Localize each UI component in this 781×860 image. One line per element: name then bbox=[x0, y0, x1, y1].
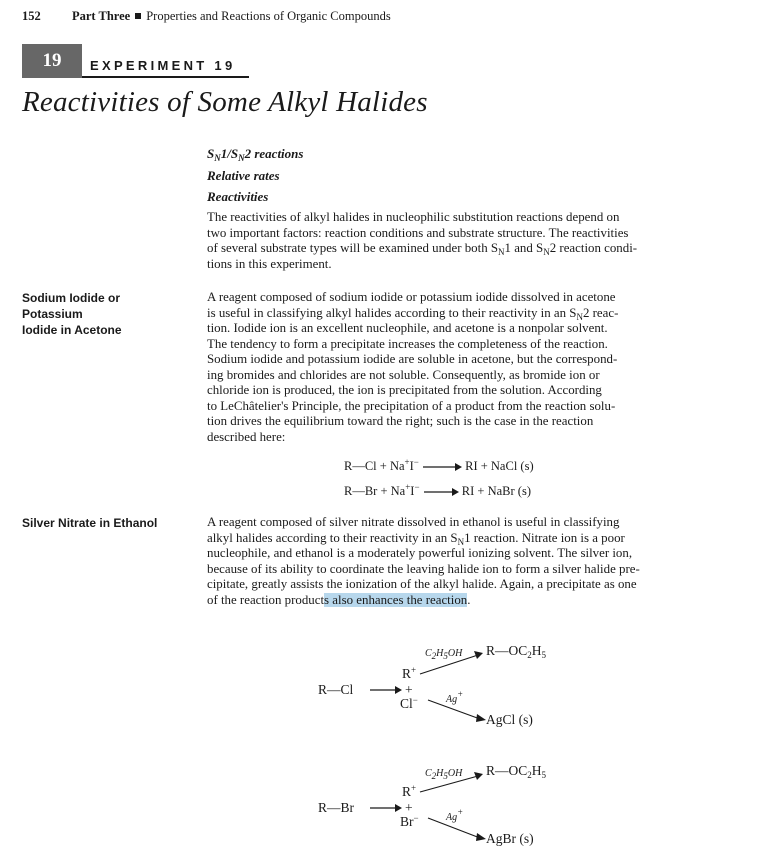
experiment-label: EXPERIMENT 19 bbox=[90, 58, 236, 73]
intro-paragraph: The reactivities of alkyl halides in nucleophilic substitution reactions depend on two important factors: reaction conditions and substrate structure. The reactivities of several substrate types will be examined under both $S_N1$ and $S_N2$ reaction condi- tions in this experiment. bbox=[207, 210, 638, 271]
ethanol-label: $C_2H_5OH$ bbox=[425, 648, 463, 661]
silver-chloride-product: AgCl (s) bbox=[486, 712, 533, 727]
carbocation: R+ bbox=[402, 665, 417, 681]
text-highlight: s also enhances the reaction bbox=[324, 592, 468, 607]
keyword-list bbox=[207, 143, 303, 208]
sodium-iodide-paragraph: A reagent composed of sodium iodide or potassium iodide dissolved in acetone is useful in classifying alkyl halides according to their reactivity in an $S_N2$ reac- tion. Iodide ion is an excellent nucleophile, and acetone is a nonpolar solvent. The tendency to form a precipitate increases the completeness of the reaction. Sodium iodide and potassium iodide are soluble in acetone, but the correspond- ing bromides and chlorides are not soluble. Consequently, as bromide ion or chloride ion is produced, the ion is precipitated from the solution. According to LeChâtelier's Principle, the precipitation of a product from the reaction solu- tion drives the equilibrium toward the right; such is the case in the reaction described here: bbox=[207, 290, 619, 444]
divider bbox=[82, 76, 249, 78]
plus-sign: + bbox=[405, 682, 413, 697]
silver-ion-label: Ag+ bbox=[446, 689, 464, 705]
reaction-arrow-icon bbox=[423, 487, 459, 497]
equation-chloride: R—Cl + Na+I− RI + NaCl (s) bbox=[344, 457, 534, 473]
chapter-badge: 19 bbox=[22, 44, 82, 78]
reactant-alkyl-bromide: R—Br bbox=[318, 800, 355, 815]
reactant-alkyl-chloride: R—Cl bbox=[318, 682, 354, 697]
plus-sign: + bbox=[405, 800, 413, 815]
sidebar-heading-silver-nitrate: Silver Nitrate in Ethanol bbox=[22, 516, 158, 530]
sidebar-heading-sodium-iodide: Sodium Iodide or Potassium Iodide in Acetone bbox=[22, 291, 122, 337]
bromide-ion: Br− bbox=[400, 813, 419, 829]
page-title: Reactivities of Some Alkyl Halides bbox=[22, 86, 428, 118]
keyword-reactivities: Reactivities bbox=[207, 189, 269, 204]
silver-bromide-product: AgBr (s) bbox=[486, 831, 534, 846]
equation-bromide: R—Br + Na+I− RI + NaBr (s) bbox=[344, 482, 531, 498]
silver-nitrate-paragraph: A reagent composed of silver nitrate dissolved in ethanol is useful in classifying alkyl halides according to their reactivity in an $S_N1$ reaction. Nitrate ion is a poor nucleophile, and ethanol is a moderately powerful ionizing solvent. The silver ion, because of its ability to coordinate the leaving halide ion to form a silver halide pre- cipitate, greatly assists the ionization of the alkyl halide. Again, a precipitate as one of the reaction products also enhances the reaction. bbox=[207, 515, 640, 607]
silver-ion-label: Ag+ bbox=[446, 807, 464, 823]
keyword-relative-rates: Relative rates bbox=[207, 167, 280, 183]
section-label: Properties and Reactions of Organic Compounds bbox=[146, 9, 391, 23]
square-bullet-icon bbox=[135, 13, 141, 19]
keyword-sn1-sn2: $S_N1/S_N2$ reactions bbox=[207, 146, 304, 163]
ether-product: $R—OC_2H_5$ bbox=[486, 643, 547, 660]
carbocation: R+ bbox=[402, 783, 417, 799]
reaction-arrow-icon bbox=[422, 462, 462, 472]
part-label: Part Three bbox=[72, 9, 131, 23]
page-number: 152 bbox=[22, 9, 41, 23]
ether-product: $R—OC_2H_5$ bbox=[486, 763, 547, 780]
running-header bbox=[72, 9, 391, 24]
chloride-ion: Cl− bbox=[400, 695, 418, 711]
ethanol-label: $C_2H_5OH$ bbox=[425, 768, 463, 781]
